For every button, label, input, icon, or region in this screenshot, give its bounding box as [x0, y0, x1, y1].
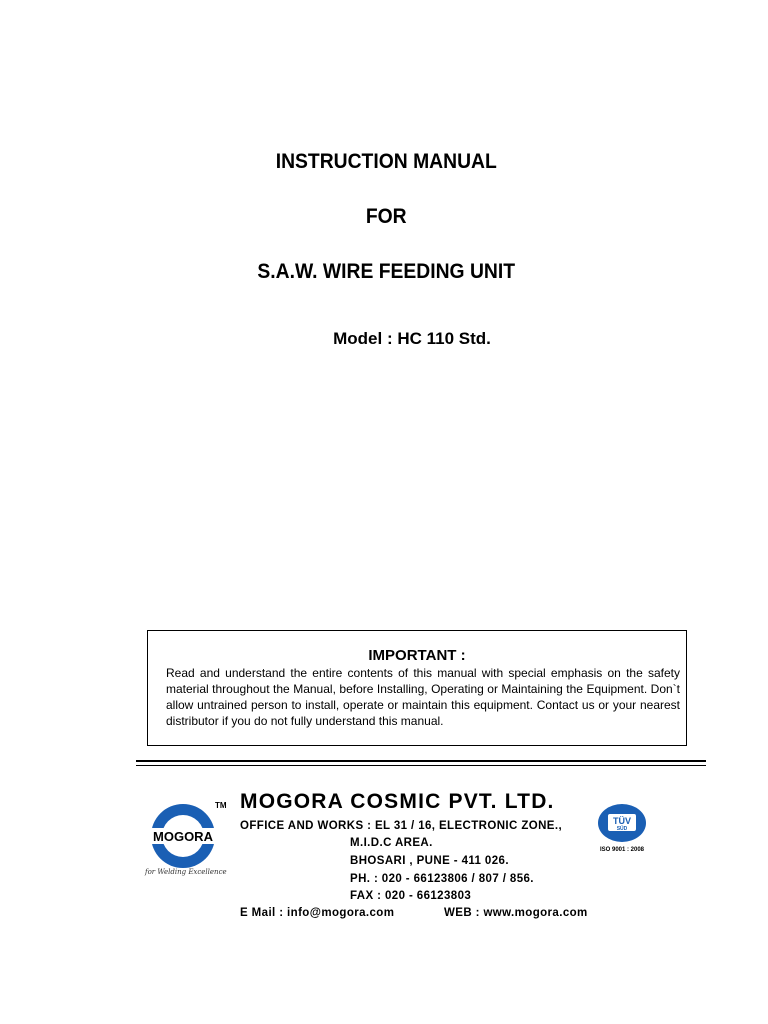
iso-cert-text: ISO 9001 : 2008	[599, 847, 645, 853]
tuv-certification-badge	[596, 803, 650, 855]
email-address: E Mail : info@mogora.com	[240, 907, 395, 919]
footer-divider-thin	[136, 765, 706, 766]
important-text: Read and understand the entire contents of this manual with special emphasis on the safety material throughout the Manual, before Installing, Operating or Maintaining the Equipment. Don`t allow untrained person to install, operate or maintain this equipment. Contact us or your nearest distributor if you do not fully understand this manual.	[166, 666, 680, 728]
address-line-1: OFFICE AND WORKS : EL 31 / 16, ELECTRONIC ZONE.,	[240, 820, 563, 832]
title-line-3: S.A.W. WIRE FEEDING UNIT	[257, 260, 516, 283]
important-heading: IMPORTANT :	[368, 647, 466, 664]
fax-number: FAX : 020 - 66123803	[350, 890, 472, 902]
title-line-2: FOR	[365, 205, 407, 228]
address-line-3: BHOSARI , PUNE - 411 026.	[350, 855, 509, 867]
phone-number: PH. : 020 - 66123806 / 807 / 856.	[350, 873, 534, 885]
company-name: MOGORA COSMIC PVT. LTD.	[240, 790, 555, 813]
footer-divider-thick	[136, 760, 706, 762]
model-text: Model : HC 110 Std.	[333, 329, 491, 348]
logo-text: MOGORA	[153, 829, 213, 844]
important-notice-box	[147, 630, 687, 746]
address-line-2: M.I.D.C AREA.	[350, 837, 433, 849]
logo-tm: TM	[215, 801, 227, 810]
logo-tagline: for Welding Excellence	[145, 868, 227, 876]
model-label	[0, 329, 768, 349]
tuv-badge-text: TÜV	[613, 816, 631, 826]
title-line-1: INSTRUCTION MANUAL	[275, 150, 497, 173]
tuv-sub-text: SÜD	[616, 826, 628, 832]
website-address: WEB : www.mogora.com	[444, 907, 588, 919]
